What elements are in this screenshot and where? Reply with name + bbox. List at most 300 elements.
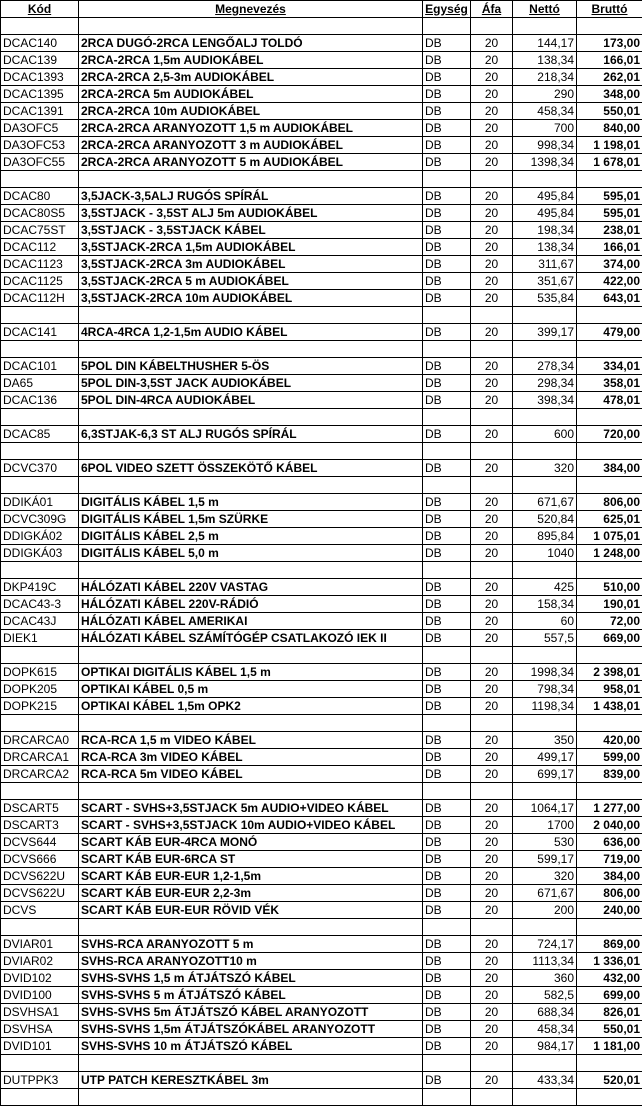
gross-price-cell[interactable]: 1 198,01 [577, 137, 642, 154]
vat-cell[interactable]: 20 [471, 103, 513, 120]
gross-price-cell[interactable]: 625,01 [577, 511, 642, 528]
gross-price-cell[interactable]: 510,00 [577, 579, 642, 596]
name-cell[interactable]: 3,5STJACK-2RCA 3m AUDIOKÁBEL [79, 256, 423, 273]
net-price-cell[interactable]: 60 [513, 613, 577, 630]
net-price-cell[interactable]: 798,34 [513, 681, 577, 698]
vat-cell[interactable]: 20 [471, 256, 513, 273]
gross-price-cell[interactable]: 262,01 [577, 69, 642, 86]
empty-cell[interactable] [1, 477, 79, 494]
gross-price-cell[interactable]: 839,00 [577, 766, 642, 783]
net-price-cell[interactable]: 290 [513, 86, 577, 103]
name-cell[interactable]: SVHS-RCA ARANYOZOTT 5 m [79, 936, 423, 953]
vat-cell[interactable]: 20 [471, 69, 513, 86]
gross-price-cell[interactable]: 348,00 [577, 86, 642, 103]
name-cell[interactable]: 5POL DIN-4RCA AUDIOKÁBEL [79, 392, 423, 409]
empty-cell[interactable] [577, 477, 642, 494]
net-price-cell[interactable]: 138,34 [513, 52, 577, 69]
empty-cell[interactable] [79, 477, 423, 494]
net-price-cell[interactable]: 320 [513, 868, 577, 885]
name-cell[interactable]: UTP PATCH KERESZTKÁBEL 3m [79, 1072, 423, 1089]
empty-cell[interactable] [79, 647, 423, 664]
gross-price-cell[interactable]: 2 398,01 [577, 664, 642, 681]
empty-cell[interactable] [471, 307, 513, 324]
vat-cell[interactable]: 20 [471, 579, 513, 596]
name-cell[interactable]: OPTIKAI KÁBEL 0,5 m [79, 681, 423, 698]
empty-cell[interactable] [513, 1089, 577, 1106]
empty-cell[interactable] [423, 443, 471, 460]
vat-cell[interactable]: 20 [471, 358, 513, 375]
name-cell[interactable]: 5POL DIN-3,5ST JACK AUDIOKÁBEL [79, 375, 423, 392]
code-cell[interactable]: DVID100 [1, 987, 79, 1004]
unit-cell[interactable]: DB [423, 137, 471, 154]
unit-cell[interactable]: DB [423, 698, 471, 715]
name-cell[interactable]: HÁLÓZATI KÁBEL 220V VASTAG [79, 579, 423, 596]
column-header-vat[interactable]: Áfa [471, 1, 513, 18]
empty-cell[interactable] [423, 409, 471, 426]
vat-cell[interactable]: 20 [471, 375, 513, 392]
name-cell[interactable]: DIGITÁLIS KÁBEL 5,0 m [79, 545, 423, 562]
name-cell[interactable]: 2RCA-2RCA 10m AUDIOKÁBEL [79, 103, 423, 120]
gross-price-cell[interactable]: 636,00 [577, 834, 642, 851]
code-cell[interactable]: DA65 [1, 375, 79, 392]
code-cell[interactable]: DSCART5 [1, 800, 79, 817]
empty-cell[interactable] [577, 562, 642, 579]
unit-cell[interactable]: DB [423, 222, 471, 239]
unit-cell[interactable]: DB [423, 188, 471, 205]
code-cell[interactable]: DCAC80S5 [1, 205, 79, 222]
gross-price-cell[interactable]: 958,01 [577, 681, 642, 698]
code-cell[interactable]: DVIAR02 [1, 953, 79, 970]
net-price-cell[interactable]: 495,84 [513, 205, 577, 222]
net-price-cell[interactable]: 1998,34 [513, 664, 577, 681]
gross-price-cell[interactable]: 1 248,00 [577, 545, 642, 562]
net-price-cell[interactable]: 495,84 [513, 188, 577, 205]
name-cell[interactable]: 2RCA-2RCA 5m AUDIOKÁBEL [79, 86, 423, 103]
vat-cell[interactable]: 20 [471, 545, 513, 562]
gross-price-cell[interactable]: 840,00 [577, 120, 642, 137]
vat-cell[interactable]: 20 [471, 851, 513, 868]
unit-cell[interactable]: DB [423, 358, 471, 375]
empty-cell[interactable] [577, 409, 642, 426]
vat-cell[interactable]: 20 [471, 120, 513, 137]
unit-cell[interactable]: DB [423, 970, 471, 987]
net-price-cell[interactable]: 158,34 [513, 596, 577, 613]
gross-price-cell[interactable]: 595,01 [577, 188, 642, 205]
vat-cell[interactable]: 20 [471, 868, 513, 885]
vat-cell[interactable]: 20 [471, 239, 513, 256]
code-cell[interactable]: DVID102 [1, 970, 79, 987]
empty-cell[interactable] [423, 307, 471, 324]
gross-price-cell[interactable]: 550,01 [577, 1021, 642, 1038]
unit-cell[interactable]: DB [423, 290, 471, 307]
empty-cell[interactable] [79, 443, 423, 460]
code-cell[interactable]: DCAC80 [1, 188, 79, 205]
empty-cell[interactable] [513, 477, 577, 494]
vat-cell[interactable]: 20 [471, 52, 513, 69]
gross-price-cell[interactable]: 599,00 [577, 749, 642, 766]
code-cell[interactable]: DCVS [1, 902, 79, 919]
vat-cell[interactable]: 20 [471, 392, 513, 409]
gross-price-cell[interactable]: 374,00 [577, 256, 642, 273]
name-cell[interactable]: 6POL VIDEO SZETT ÖSSZEKÖTŐ KÁBEL [79, 460, 423, 477]
empty-cell[interactable] [513, 783, 577, 800]
net-price-cell[interactable]: 530 [513, 834, 577, 851]
net-price-cell[interactable]: 138,34 [513, 239, 577, 256]
code-cell[interactable]: DA3OFC55 [1, 154, 79, 171]
empty-cell[interactable] [1, 562, 79, 579]
empty-cell[interactable] [423, 477, 471, 494]
unit-cell[interactable]: DB [423, 1004, 471, 1021]
unit-cell[interactable]: DB [423, 885, 471, 902]
name-cell[interactable]: DIGITÁLIS KÁBEL 1,5m SZÜRKE [79, 511, 423, 528]
vat-cell[interactable]: 20 [471, 222, 513, 239]
empty-cell[interactable] [79, 783, 423, 800]
gross-price-cell[interactable]: 1 678,01 [577, 154, 642, 171]
vat-cell[interactable]: 20 [471, 494, 513, 511]
code-cell[interactable]: DCAC1391 [1, 103, 79, 120]
gross-price-cell[interactable]: 550,01 [577, 103, 642, 120]
net-price-cell[interactable]: 1700 [513, 817, 577, 834]
unit-cell[interactable]: DB [423, 987, 471, 1004]
empty-cell[interactable] [79, 307, 423, 324]
empty-cell[interactable] [79, 409, 423, 426]
code-cell[interactable]: DCAC1123 [1, 256, 79, 273]
vat-cell[interactable]: 20 [471, 154, 513, 171]
net-price-cell[interactable]: 298,34 [513, 375, 577, 392]
vat-cell[interactable]: 20 [471, 1072, 513, 1089]
empty-cell[interactable] [1, 307, 79, 324]
code-cell[interactable]: DCVS644 [1, 834, 79, 851]
empty-cell[interactable] [471, 647, 513, 664]
empty-cell[interactable] [1, 919, 79, 936]
column-header-gross[interactable]: Bruttó [577, 1, 642, 18]
vat-cell[interactable]: 20 [471, 664, 513, 681]
name-cell[interactable]: 2RCA-2RCA 2,5-3m AUDIOKÁBEL [79, 69, 423, 86]
empty-cell[interactable] [471, 715, 513, 732]
unit-cell[interactable]: DB [423, 545, 471, 562]
empty-cell[interactable] [423, 18, 471, 35]
empty-cell[interactable] [1, 18, 79, 35]
empty-cell[interactable] [423, 647, 471, 664]
unit-cell[interactable]: DB [423, 52, 471, 69]
empty-cell[interactable] [513, 171, 577, 188]
empty-cell[interactable] [577, 715, 642, 732]
empty-cell[interactable] [471, 919, 513, 936]
net-price-cell[interactable]: 320 [513, 460, 577, 477]
net-price-cell[interactable]: 499,17 [513, 749, 577, 766]
code-cell[interactable]: DCVC309G [1, 511, 79, 528]
net-price-cell[interactable]: 360 [513, 970, 577, 987]
gross-price-cell[interactable]: 643,01 [577, 290, 642, 307]
net-price-cell[interactable]: 351,67 [513, 273, 577, 290]
net-price-cell[interactable]: 582,5 [513, 987, 577, 1004]
empty-cell[interactable] [79, 1055, 423, 1072]
name-cell[interactable]: SVHS-SVHS 1,5 m ÁTJÁTSZÓ KÁBEL [79, 970, 423, 987]
code-cell[interactable]: DCVS666 [1, 851, 79, 868]
unit-cell[interactable]: DB [423, 239, 471, 256]
gross-price-cell[interactable]: 1 336,01 [577, 953, 642, 970]
name-cell[interactable]: 3,5STJACK-2RCA 10m AUDIOKÁBEL [79, 290, 423, 307]
code-cell[interactable]: DCAC140 [1, 35, 79, 52]
code-cell[interactable]: DVIAR01 [1, 936, 79, 953]
unit-cell[interactable]: DB [423, 766, 471, 783]
net-price-cell[interactable]: 433,34 [513, 1072, 577, 1089]
empty-cell[interactable] [423, 562, 471, 579]
vat-cell[interactable]: 20 [471, 528, 513, 545]
code-cell[interactable]: DUTPPK3 [1, 1072, 79, 1089]
code-cell[interactable]: DCAC139 [1, 52, 79, 69]
net-price-cell[interactable]: 699,17 [513, 766, 577, 783]
unit-cell[interactable]: DB [423, 511, 471, 528]
vat-cell[interactable]: 20 [471, 902, 513, 919]
net-price-cell[interactable]: 144,17 [513, 35, 577, 52]
vat-cell[interactable]: 20 [471, 188, 513, 205]
empty-cell[interactable] [513, 1055, 577, 1072]
empty-cell[interactable] [577, 647, 642, 664]
name-cell[interactable]: 3,5STJACK-2RCA 5 m AUDIOKÁBEL [79, 273, 423, 290]
empty-cell[interactable] [577, 443, 642, 460]
name-cell[interactable]: DIGITÁLIS KÁBEL 2,5 m [79, 528, 423, 545]
unit-cell[interactable]: DB [423, 35, 471, 52]
code-cell[interactable]: DRCARCA2 [1, 766, 79, 783]
empty-cell[interactable] [513, 443, 577, 460]
unit-cell[interactable]: DB [423, 749, 471, 766]
gross-price-cell[interactable]: 1 438,01 [577, 698, 642, 715]
gross-price-cell[interactable]: 422,00 [577, 273, 642, 290]
unit-cell[interactable]: DB [423, 1072, 471, 1089]
empty-cell[interactable] [513, 341, 577, 358]
empty-cell[interactable] [471, 171, 513, 188]
code-cell[interactable]: DCAC136 [1, 392, 79, 409]
empty-cell[interactable] [79, 171, 423, 188]
name-cell[interactable]: SVHS-SVHS 10 m ÁTJÁTSZÓ KÁBEL [79, 1038, 423, 1055]
name-cell[interactable]: SCART KÁB EUR-EUR 2,2-3m [79, 885, 423, 902]
code-cell[interactable]: DSVHSA [1, 1021, 79, 1038]
net-price-cell[interactable]: 458,34 [513, 103, 577, 120]
empty-cell[interactable] [1, 715, 79, 732]
name-cell[interactable]: HÁLÓZATI KÁBEL AMERIKAI [79, 613, 423, 630]
gross-price-cell[interactable]: 720,00 [577, 426, 642, 443]
gross-price-cell[interactable]: 420,00 [577, 732, 642, 749]
net-price-cell[interactable]: 671,67 [513, 885, 577, 902]
code-cell[interactable]: DOPK615 [1, 664, 79, 681]
vat-cell[interactable]: 20 [471, 834, 513, 851]
empty-cell[interactable] [79, 1089, 423, 1106]
empty-cell[interactable] [513, 715, 577, 732]
code-cell[interactable]: DVID101 [1, 1038, 79, 1055]
vat-cell[interactable]: 20 [471, 800, 513, 817]
net-price-cell[interactable]: 984,17 [513, 1038, 577, 1055]
vat-cell[interactable]: 20 [471, 35, 513, 52]
empty-cell[interactable] [577, 1055, 642, 1072]
code-cell[interactable]: DCAC43J [1, 613, 79, 630]
net-price-cell[interactable]: 311,67 [513, 256, 577, 273]
vat-cell[interactable]: 20 [471, 324, 513, 341]
vat-cell[interactable]: 20 [471, 953, 513, 970]
empty-cell[interactable] [577, 307, 642, 324]
vat-cell[interactable]: 20 [471, 596, 513, 613]
empty-cell[interactable] [513, 647, 577, 664]
net-price-cell[interactable]: 198,34 [513, 222, 577, 239]
unit-cell[interactable]: DB [423, 426, 471, 443]
code-cell[interactable]: DOPK215 [1, 698, 79, 715]
unit-cell[interactable]: DB [423, 324, 471, 341]
net-price-cell[interactable]: 1064,17 [513, 800, 577, 817]
name-cell[interactable]: SCART KÁB EUR-EUR 1,2-1,5m [79, 868, 423, 885]
unit-cell[interactable]: DB [423, 664, 471, 681]
code-cell[interactable]: DCVS622U [1, 868, 79, 885]
empty-cell[interactable] [577, 171, 642, 188]
code-cell[interactable]: DCAC141 [1, 324, 79, 341]
code-cell[interactable]: DCVS622U [1, 885, 79, 902]
net-price-cell[interactable]: 688,34 [513, 1004, 577, 1021]
name-cell[interactable]: 3,5STJACK - 3,5ST ALJ 5m AUDIOKÁBEL [79, 205, 423, 222]
code-cell[interactable]: DCAC1395 [1, 86, 79, 103]
net-price-cell[interactable]: 425 [513, 579, 577, 596]
gross-price-cell[interactable]: 719,00 [577, 851, 642, 868]
net-price-cell[interactable]: 895,84 [513, 528, 577, 545]
empty-cell[interactable] [513, 562, 577, 579]
net-price-cell[interactable]: 1113,34 [513, 953, 577, 970]
unit-cell[interactable]: DB [423, 273, 471, 290]
net-price-cell[interactable]: 399,17 [513, 324, 577, 341]
gross-price-cell[interactable]: 1 277,00 [577, 800, 642, 817]
vat-cell[interactable]: 20 [471, 936, 513, 953]
gross-price-cell[interactable]: 432,00 [577, 970, 642, 987]
net-price-cell[interactable]: 1040 [513, 545, 577, 562]
unit-cell[interactable]: DB [423, 732, 471, 749]
gross-price-cell[interactable]: 166,01 [577, 239, 642, 256]
name-cell[interactable]: SCART KÁB EUR-4RCA MONÓ [79, 834, 423, 851]
name-cell[interactable]: HÁLÓZATI KÁBEL 220V-RÁDIÓ [79, 596, 423, 613]
net-price-cell[interactable]: 278,34 [513, 358, 577, 375]
code-cell[interactable]: DCAC101 [1, 358, 79, 375]
net-price-cell[interactable]: 218,34 [513, 69, 577, 86]
empty-cell[interactable] [513, 307, 577, 324]
unit-cell[interactable]: DB [423, 120, 471, 137]
net-price-cell[interactable]: 557,5 [513, 630, 577, 647]
column-header-unit[interactable]: Egység [423, 1, 471, 18]
net-price-cell[interactable]: 998,34 [513, 137, 577, 154]
unit-cell[interactable]: DB [423, 528, 471, 545]
empty-cell[interactable] [513, 18, 577, 35]
gross-price-cell[interactable]: 72,00 [577, 613, 642, 630]
code-cell[interactable]: DCAC1125 [1, 273, 79, 290]
net-price-cell[interactable]: 398,34 [513, 392, 577, 409]
unit-cell[interactable]: DB [423, 953, 471, 970]
empty-cell[interactable] [471, 783, 513, 800]
name-cell[interactable]: HÁLÓZATI KÁBEL SZÁMÍTÓGÉP CSATLAKOZÓ IEK II [79, 630, 423, 647]
gross-price-cell[interactable]: 240,00 [577, 902, 642, 919]
gross-price-cell[interactable]: 173,00 [577, 35, 642, 52]
unit-cell[interactable]: DB [423, 375, 471, 392]
empty-cell[interactable] [577, 783, 642, 800]
name-cell[interactable]: 6,3STJAK-6,3 ST ALJ RUGÓS SPÍRÁL [79, 426, 423, 443]
name-cell[interactable]: 3,5STJACK-2RCA 1,5m AUDIOKÁBEL [79, 239, 423, 256]
net-price-cell[interactable]: 671,67 [513, 494, 577, 511]
name-cell[interactable]: 5POL DIN KÁBELTHUSHER 5-ÖS [79, 358, 423, 375]
unit-cell[interactable]: DB [423, 800, 471, 817]
unit-cell[interactable]: DB [423, 817, 471, 834]
vat-cell[interactable]: 20 [471, 290, 513, 307]
unit-cell[interactable]: DB [423, 868, 471, 885]
code-cell[interactable]: DSCART3 [1, 817, 79, 834]
unit-cell[interactable]: DB [423, 579, 471, 596]
vat-cell[interactable]: 20 [471, 86, 513, 103]
name-cell[interactable]: RCA-RCA 5m VIDEO KÁBEL [79, 766, 423, 783]
code-cell[interactable]: DCVC370 [1, 460, 79, 477]
gross-price-cell[interactable]: 478,01 [577, 392, 642, 409]
gross-price-cell[interactable]: 190,01 [577, 596, 642, 613]
unit-cell[interactable]: DB [423, 851, 471, 868]
vat-cell[interactable]: 20 [471, 613, 513, 630]
vat-cell[interactable]: 20 [471, 137, 513, 154]
vat-cell[interactable]: 20 [471, 1021, 513, 1038]
net-price-cell[interactable]: 700 [513, 120, 577, 137]
unit-cell[interactable]: DB [423, 596, 471, 613]
code-cell[interactable]: DCAC75ST [1, 222, 79, 239]
empty-cell[interactable] [471, 18, 513, 35]
vat-cell[interactable]: 20 [471, 460, 513, 477]
gross-price-cell[interactable]: 1 075,01 [577, 528, 642, 545]
unit-cell[interactable]: DB [423, 256, 471, 273]
gross-price-cell[interactable]: 2 040,00 [577, 817, 642, 834]
net-price-cell[interactable]: 600 [513, 426, 577, 443]
name-cell[interactable]: RCA-RCA 3m VIDEO KÁBEL [79, 749, 423, 766]
name-cell[interactable]: 2RCA DUGÓ-2RCA LENGŐALJ TOLDÓ [79, 35, 423, 52]
vat-cell[interactable]: 20 [471, 273, 513, 290]
gross-price-cell[interactable]: 1 181,00 [577, 1038, 642, 1055]
name-cell[interactable]: OPTIKAI KÁBEL 1,5m OPK2 [79, 698, 423, 715]
empty-cell[interactable] [577, 18, 642, 35]
vat-cell[interactable]: 20 [471, 970, 513, 987]
empty-cell[interactable] [513, 409, 577, 426]
empty-cell[interactable] [471, 341, 513, 358]
net-price-cell[interactable]: 599,17 [513, 851, 577, 868]
unit-cell[interactable]: DB [423, 494, 471, 511]
name-cell[interactable]: SVHS-SVHS 5m ÁTJÁTSZÓ KÁBEL ARANYOZOTT [79, 1004, 423, 1021]
code-cell[interactable]: DKP419C [1, 579, 79, 596]
empty-cell[interactable] [423, 919, 471, 936]
code-cell[interactable]: DCAC85 [1, 426, 79, 443]
name-cell[interactable]: 3,5JACK-3,5ALJ RUGÓS SPÍRÁL [79, 188, 423, 205]
empty-cell[interactable] [577, 1089, 642, 1106]
empty-cell[interactable] [1, 647, 79, 664]
net-price-cell[interactable]: 458,34 [513, 1021, 577, 1038]
name-cell[interactable]: SVHS-SVHS 5 m ÁTJÁTSZÓ KÁBEL [79, 987, 423, 1004]
net-price-cell[interactable]: 1398,34 [513, 154, 577, 171]
empty-cell[interactable] [1, 1089, 79, 1106]
code-cell[interactable]: DRCARCA0 [1, 732, 79, 749]
empty-cell[interactable] [471, 1089, 513, 1106]
vat-cell[interactable]: 20 [471, 1038, 513, 1055]
empty-cell[interactable] [1, 783, 79, 800]
name-cell[interactable]: 3,5STJACK - 3,5STJACK KÁBEL [79, 222, 423, 239]
empty-cell[interactable] [1, 443, 79, 460]
empty-cell[interactable] [471, 443, 513, 460]
empty-cell[interactable] [471, 477, 513, 494]
name-cell[interactable]: SCART - SVHS+3,5STJACK 5m AUDIO+VIDEO KÁBEL [79, 800, 423, 817]
vat-cell[interactable]: 20 [471, 630, 513, 647]
code-cell[interactable]: DIEK1 [1, 630, 79, 647]
gross-price-cell[interactable]: 595,01 [577, 205, 642, 222]
empty-cell[interactable] [79, 341, 423, 358]
code-cell[interactable]: DA3OFC5 [1, 120, 79, 137]
empty-cell[interactable] [79, 919, 423, 936]
unit-cell[interactable]: DB [423, 613, 471, 630]
unit-cell[interactable]: DB [423, 630, 471, 647]
gross-price-cell[interactable]: 806,00 [577, 885, 642, 902]
